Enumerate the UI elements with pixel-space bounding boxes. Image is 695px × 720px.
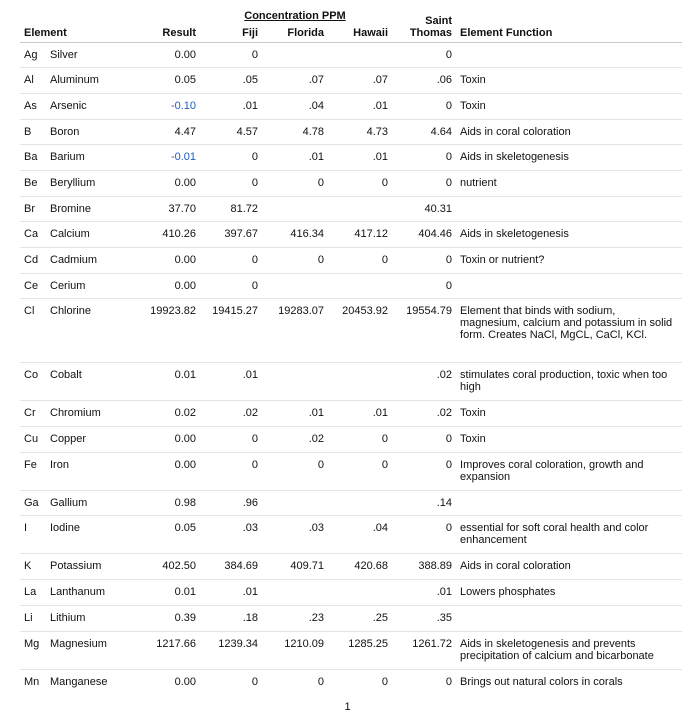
element-function: Aids in skeletogenesis — [456, 145, 682, 171]
hawaii-value: 0 — [328, 427, 392, 453]
table-row — [20, 170, 682, 196]
element-name: Iodine — [46, 516, 138, 554]
table-row — [20, 516, 682, 554]
fiji-value: 0 — [200, 42, 262, 68]
result-value: 0.02 — [138, 401, 200, 427]
table-row — [20, 427, 682, 453]
element-name: Chromium — [46, 401, 138, 427]
florida-value — [262, 490, 328, 516]
hawaii-value: .07 — [328, 68, 392, 94]
element-function: Aids in coral coloration — [456, 119, 682, 145]
element-function: Aids in coral coloration — [456, 554, 682, 580]
table-row — [20, 42, 682, 68]
florida-value: .07 — [262, 68, 328, 94]
hawaii-value: 0 — [328, 669, 392, 695]
fiji-value: 0 — [200, 170, 262, 196]
result-value: 0.00 — [138, 248, 200, 274]
fiji-value: .18 — [200, 605, 262, 631]
concentration-group-title: Concentration PPM — [244, 10, 346, 22]
element-function: Toxin — [456, 401, 682, 427]
table-row — [20, 363, 682, 401]
element-name: Chlorine — [46, 299, 138, 363]
saint-thomas-value: .35 — [392, 605, 456, 631]
fiji-value: 0 — [200, 273, 262, 299]
florida-value — [262, 363, 328, 401]
fiji-value: .96 — [200, 490, 262, 516]
result-value: 0.00 — [138, 273, 200, 299]
element-name: Aluminum — [46, 68, 138, 94]
fiji-value: 81.72 — [200, 196, 262, 222]
element-symbol: Co — [20, 363, 46, 401]
fiji-value: .02 — [200, 401, 262, 427]
florida-value — [262, 580, 328, 606]
table-row — [20, 401, 682, 427]
element-name: Silver — [46, 42, 138, 68]
element-name: Gallium — [46, 490, 138, 516]
elements-table — [20, 13, 682, 695]
table-row — [20, 273, 682, 299]
element-name: Manganese — [46, 669, 138, 695]
element-name: Potassium — [46, 554, 138, 580]
result-value: 37.70 — [138, 196, 200, 222]
florida-value: .03 — [262, 516, 328, 554]
table-row — [20, 452, 682, 490]
fiji-value: .01 — [200, 93, 262, 119]
hawaii-value — [328, 490, 392, 516]
saint-thomas-value: 0 — [392, 145, 456, 171]
saint-thomas-value: .02 — [392, 363, 456, 401]
fiji-value: .05 — [200, 68, 262, 94]
fiji-value: .03 — [200, 516, 262, 554]
element-name: Arsenic — [46, 93, 138, 119]
hawaii-value — [328, 196, 392, 222]
result-value: 0.01 — [138, 580, 200, 606]
element-function — [456, 196, 682, 222]
hawaii-value: .01 — [328, 145, 392, 171]
table-row — [20, 490, 682, 516]
element-name: Lithium — [46, 605, 138, 631]
header-saint-thomas: Saint Thomas — [409, 14, 453, 39]
element-symbol: Cl — [20, 299, 46, 363]
fiji-value: 19415.27 — [200, 299, 262, 363]
element-function — [456, 42, 682, 68]
saint-thomas-value: 0 — [392, 273, 456, 299]
saint-thomas-value: 0 — [392, 452, 456, 490]
result-value: 0.00 — [138, 170, 200, 196]
element-function: Aids in skeletogenesis — [456, 222, 682, 248]
saint-thomas-value: 19554.79 — [392, 299, 456, 363]
hawaii-value: .01 — [328, 401, 392, 427]
result-value: 0.00 — [138, 427, 200, 453]
header-result: Result — [162, 26, 197, 39]
element-name: Lanthanum — [46, 580, 138, 606]
florida-value: .23 — [262, 605, 328, 631]
fiji-value: 0 — [200, 248, 262, 274]
element-name: Calcium — [46, 222, 138, 248]
fiji-value: .01 — [200, 580, 262, 606]
table-row — [20, 119, 682, 145]
header-element: Element — [24, 26, 67, 39]
florida-value — [262, 273, 328, 299]
element-function: Element that binds with sodium, magnesium, calcium and potassium in solid form. Creates NaCl, MgCL, CaCl, KCl. — [456, 299, 682, 363]
element-name: Boron — [46, 119, 138, 145]
element-function: Toxin — [456, 68, 682, 94]
saint-thomas-value: 404.46 — [392, 222, 456, 248]
element-function: Toxin — [456, 93, 682, 119]
hawaii-value — [328, 580, 392, 606]
header-row — [20, 13, 682, 42]
result-value: 0.00 — [138, 669, 200, 695]
fiji-value: 0 — [200, 145, 262, 171]
hawaii-value: 4.73 — [328, 119, 392, 145]
hawaii-value — [328, 363, 392, 401]
hawaii-value: 420.68 — [328, 554, 392, 580]
result-value: 4.47 — [138, 119, 200, 145]
element-symbol: La — [20, 580, 46, 606]
element-function — [456, 605, 682, 631]
element-name: Cobalt — [46, 363, 138, 401]
element-name: Copper — [46, 427, 138, 453]
florida-value: 0 — [262, 170, 328, 196]
florida-value: 409.71 — [262, 554, 328, 580]
table-row — [20, 196, 682, 222]
result-value: 19923.82 — [138, 299, 200, 363]
table-row — [20, 248, 682, 274]
table-row — [20, 631, 682, 669]
element-name: Beryllium — [46, 170, 138, 196]
element-symbol: Cd — [20, 248, 46, 274]
header-element-function: Element Function — [460, 26, 553, 39]
hawaii-value: 417.12 — [328, 222, 392, 248]
table-row — [20, 605, 682, 631]
hawaii-value: 0 — [328, 248, 392, 274]
element-symbol: K — [20, 554, 46, 580]
element-name: Bromine — [46, 196, 138, 222]
florida-value: .01 — [262, 401, 328, 427]
saint-thomas-value: 0 — [392, 170, 456, 196]
element-function: Lowers phosphates — [456, 580, 682, 606]
element-name: Barium — [46, 145, 138, 171]
result-value: 0.05 — [138, 516, 200, 554]
header-fiji: Fiji — [242, 26, 259, 39]
hawaii-value: .25 — [328, 605, 392, 631]
table-row — [20, 669, 682, 695]
hawaii-value — [328, 273, 392, 299]
hawaii-value: 0 — [328, 452, 392, 490]
saint-thomas-value: 0 — [392, 516, 456, 554]
fiji-value: 0 — [200, 427, 262, 453]
florida-value: 4.78 — [262, 119, 328, 145]
florida-value — [262, 196, 328, 222]
element-symbol: Ga — [20, 490, 46, 516]
florida-value: 0 — [262, 248, 328, 274]
element-symbol: B — [20, 119, 46, 145]
hawaii-value: .01 — [328, 93, 392, 119]
florida-value: 1210.09 — [262, 631, 328, 669]
element-symbol: Ca — [20, 222, 46, 248]
table-row — [20, 554, 682, 580]
element-symbol: Mn — [20, 669, 46, 695]
result-value: -0.10 — [138, 93, 200, 119]
saint-thomas-value: 388.89 — [392, 554, 456, 580]
florida-value: 0 — [262, 669, 328, 695]
fiji-value: 1239.34 — [200, 631, 262, 669]
saint-thomas-value: .02 — [392, 401, 456, 427]
table-row — [20, 93, 682, 119]
fiji-value: 0 — [200, 669, 262, 695]
result-value: 0.39 — [138, 605, 200, 631]
element-symbol: Ce — [20, 273, 46, 299]
florida-value: 416.34 — [262, 222, 328, 248]
saint-thomas-value: 0 — [392, 42, 456, 68]
saint-thomas-value: 1261.72 — [392, 631, 456, 669]
saint-thomas-value: .01 — [392, 580, 456, 606]
fiji-value: .01 — [200, 363, 262, 401]
header-florida: Florida — [287, 26, 325, 39]
element-name: Iron — [46, 452, 138, 490]
florida-value: 19283.07 — [262, 299, 328, 363]
element-symbol: Al — [20, 68, 46, 94]
florida-value: 0 — [262, 452, 328, 490]
element-function: stimulates coral production, toxic when too high — [456, 363, 682, 401]
element-function: Brings out natural colors in corals — [456, 669, 682, 695]
result-value: 402.50 — [138, 554, 200, 580]
element-name: Cerium — [46, 273, 138, 299]
element-name: Magnesium — [46, 631, 138, 669]
table-body — [20, 42, 682, 695]
element-symbol: I — [20, 516, 46, 554]
saint-thomas-value: 4.64 — [392, 119, 456, 145]
element-symbol: Be — [20, 170, 46, 196]
element-symbol: Br — [20, 196, 46, 222]
florida-value: .04 — [262, 93, 328, 119]
element-symbol: Ag — [20, 42, 46, 68]
result-value: -0.01 — [138, 145, 200, 171]
hawaii-value: 1285.25 — [328, 631, 392, 669]
fiji-value: 384.69 — [200, 554, 262, 580]
element-symbol: Mg — [20, 631, 46, 669]
hawaii-value: 0 — [328, 170, 392, 196]
saint-thomas-value: .14 — [392, 490, 456, 516]
page-number: 1 — [344, 701, 351, 713]
saint-thomas-value: 0 — [392, 669, 456, 695]
element-function: Toxin — [456, 427, 682, 453]
florida-value: .01 — [262, 145, 328, 171]
hawaii-value: .04 — [328, 516, 392, 554]
result-value: 0.98 — [138, 490, 200, 516]
element-symbol: Cu — [20, 427, 46, 453]
table-row — [20, 68, 682, 94]
element-function: nutrient — [456, 170, 682, 196]
element-symbol: Ba — [20, 145, 46, 171]
saint-thomas-value: .06 — [392, 68, 456, 94]
element-symbol: As — [20, 93, 46, 119]
element-function — [456, 490, 682, 516]
result-value: 0.00 — [138, 452, 200, 490]
fiji-value: 4.57 — [200, 119, 262, 145]
table-row — [20, 580, 682, 606]
saint-thomas-value: 40.31 — [392, 196, 456, 222]
element-symbol: Fe — [20, 452, 46, 490]
element-function: Aids in skeletogenesis and prevents precipitation of calcium and bicarbonate — [456, 631, 682, 669]
element-symbol: Li — [20, 605, 46, 631]
saint-thomas-value: 0 — [392, 427, 456, 453]
result-value: 1217.66 — [138, 631, 200, 669]
hawaii-value — [328, 42, 392, 68]
element-function: Improves coral coloration, growth and expansion — [456, 452, 682, 490]
element-function: essential for soft coral health and color enhancement — [456, 516, 682, 554]
saint-thomas-value: 0 — [392, 248, 456, 274]
element-function — [456, 273, 682, 299]
result-value: 410.26 — [138, 222, 200, 248]
fiji-value: 0 — [200, 452, 262, 490]
header-hawaii: Hawaii — [353, 26, 389, 39]
element-symbol: Cr — [20, 401, 46, 427]
florida-value — [262, 42, 328, 68]
result-value: 0.05 — [138, 68, 200, 94]
element-function: Toxin or nutrient? — [456, 248, 682, 274]
saint-thomas-value: 0 — [392, 93, 456, 119]
fiji-value: 397.67 — [200, 222, 262, 248]
result-value: 0.00 — [138, 42, 200, 68]
table-row — [20, 299, 682, 363]
table-row — [20, 222, 682, 248]
element-name: Cadmium — [46, 248, 138, 274]
result-value: 0.01 — [138, 363, 200, 401]
hawaii-value: 20453.92 — [328, 299, 392, 363]
florida-value: .02 — [262, 427, 328, 453]
table-row — [20, 145, 682, 171]
